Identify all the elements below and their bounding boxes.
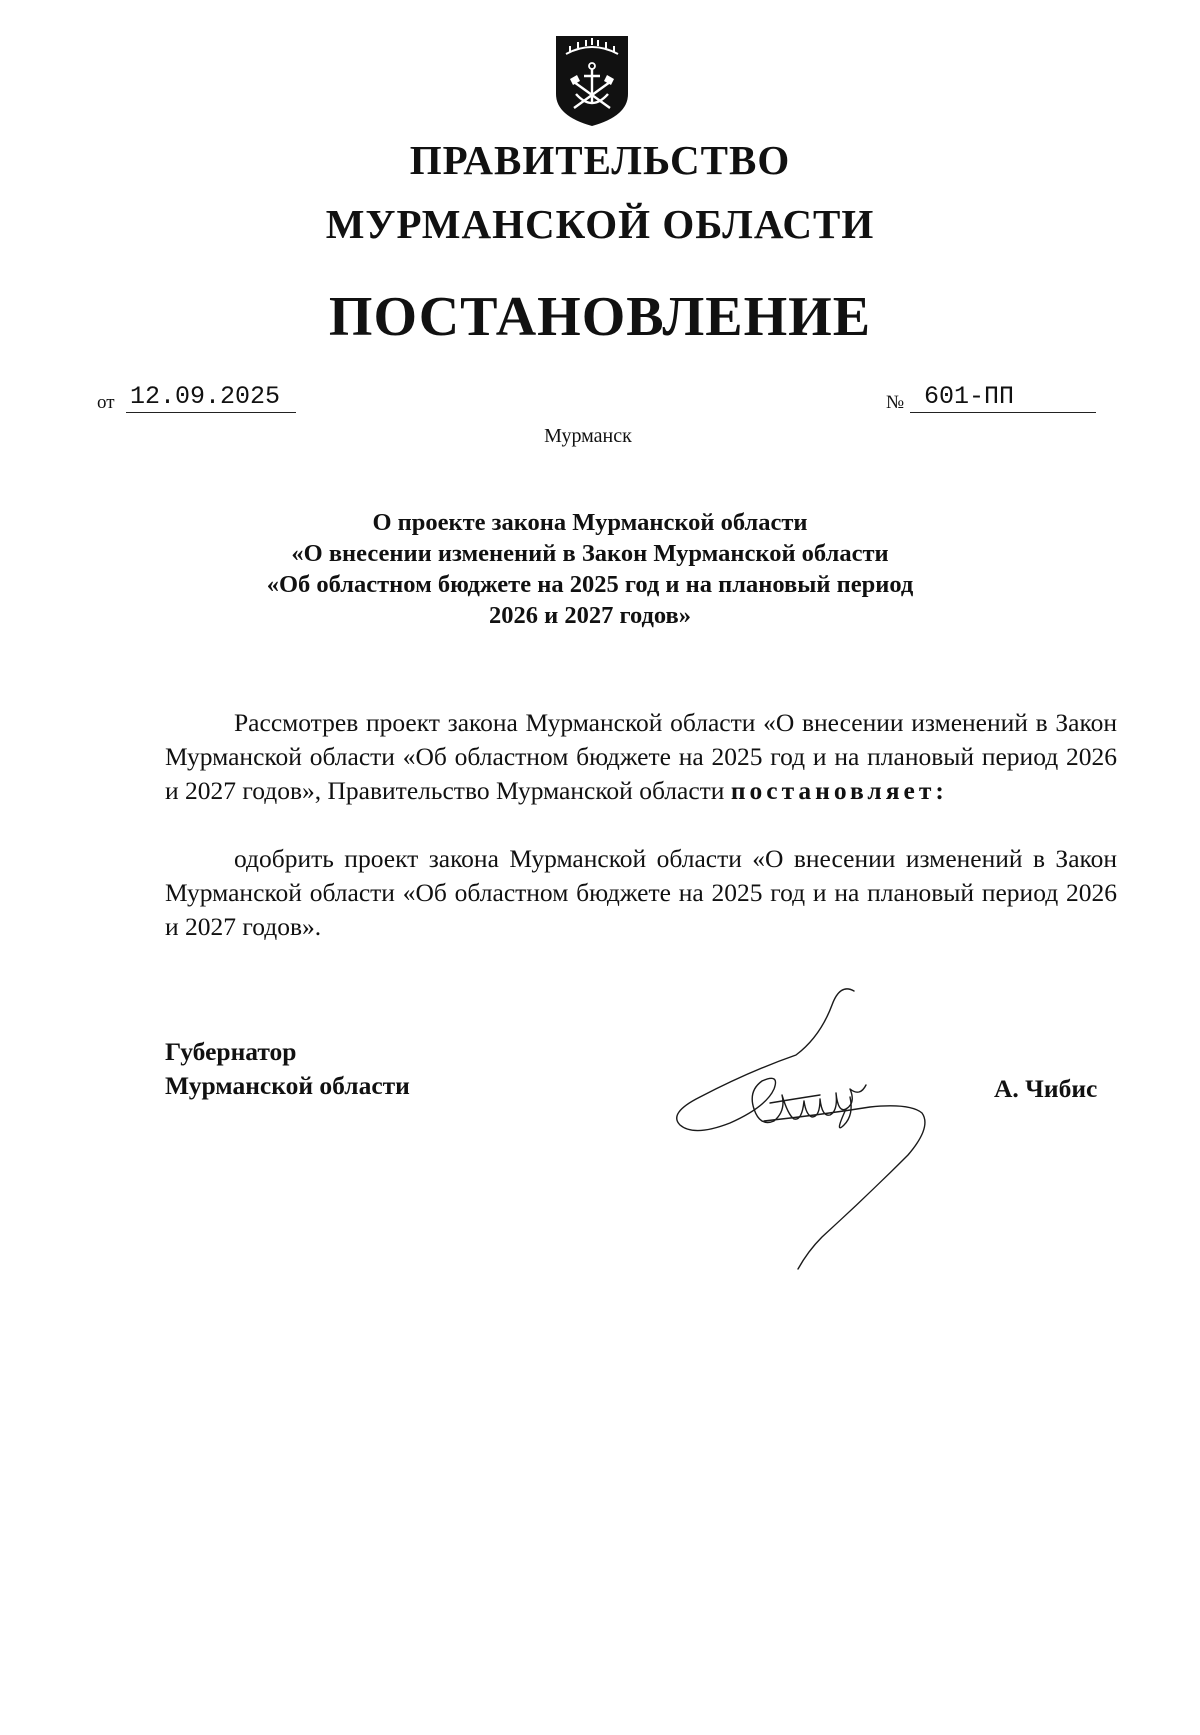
title-line-2: «О внесении изменений в Закон Мурманской области xyxy=(291,540,889,567)
document-number: 601-ПП xyxy=(910,382,1096,413)
org-name-line-1: ПРАВИТЕЛЬСТВО xyxy=(409,137,791,183)
document-title xyxy=(200,507,980,631)
body-paragraph-1 xyxy=(165,706,1117,808)
title-line-3: «Об областном бюджете на 2025 год и на плановый период xyxy=(266,571,914,598)
position-line-2: Мурманской области xyxy=(165,1071,410,1100)
signatory-position xyxy=(165,1035,410,1103)
decree-word: постановляет: xyxy=(730,776,948,805)
date-label: от xyxy=(97,392,115,413)
title-line-4: 2026 и 2027 годов» xyxy=(488,602,692,629)
paragraph-1-text: Рассмотрев проект закона Мурманской области «О внесении изменений в Закон Мурманской области «Об областном бюджете на 2025 год и на плановый период 2026 и 2027 годов», Правительство Мурманской области xyxy=(165,708,1117,805)
signatory-name: А. Чибис xyxy=(994,1074,1098,1103)
body-paragraph-2: одобрить проект закона Мурманской области «О внесении изменений в Закон Мурманской области «Об областном бюджете на 2025 год и на плановый период 2026 и 2027 годов». xyxy=(165,844,1117,941)
coat-of-arms-icon xyxy=(552,32,632,128)
city: Мурманск xyxy=(544,425,632,447)
position-line-1: Губернатор xyxy=(165,1037,297,1066)
document-date: 12.09.2025 xyxy=(126,382,296,413)
org-name-line-2: МУРМАНСКОЙ ОБЛАСТИ xyxy=(325,201,875,247)
handwritten-signature xyxy=(670,985,930,1275)
number-label: № xyxy=(886,392,905,413)
document-type: ПОСТАНОВЛЕНИЕ xyxy=(328,286,872,348)
title-line-1: О проекте закона Мурманской области xyxy=(372,509,808,536)
